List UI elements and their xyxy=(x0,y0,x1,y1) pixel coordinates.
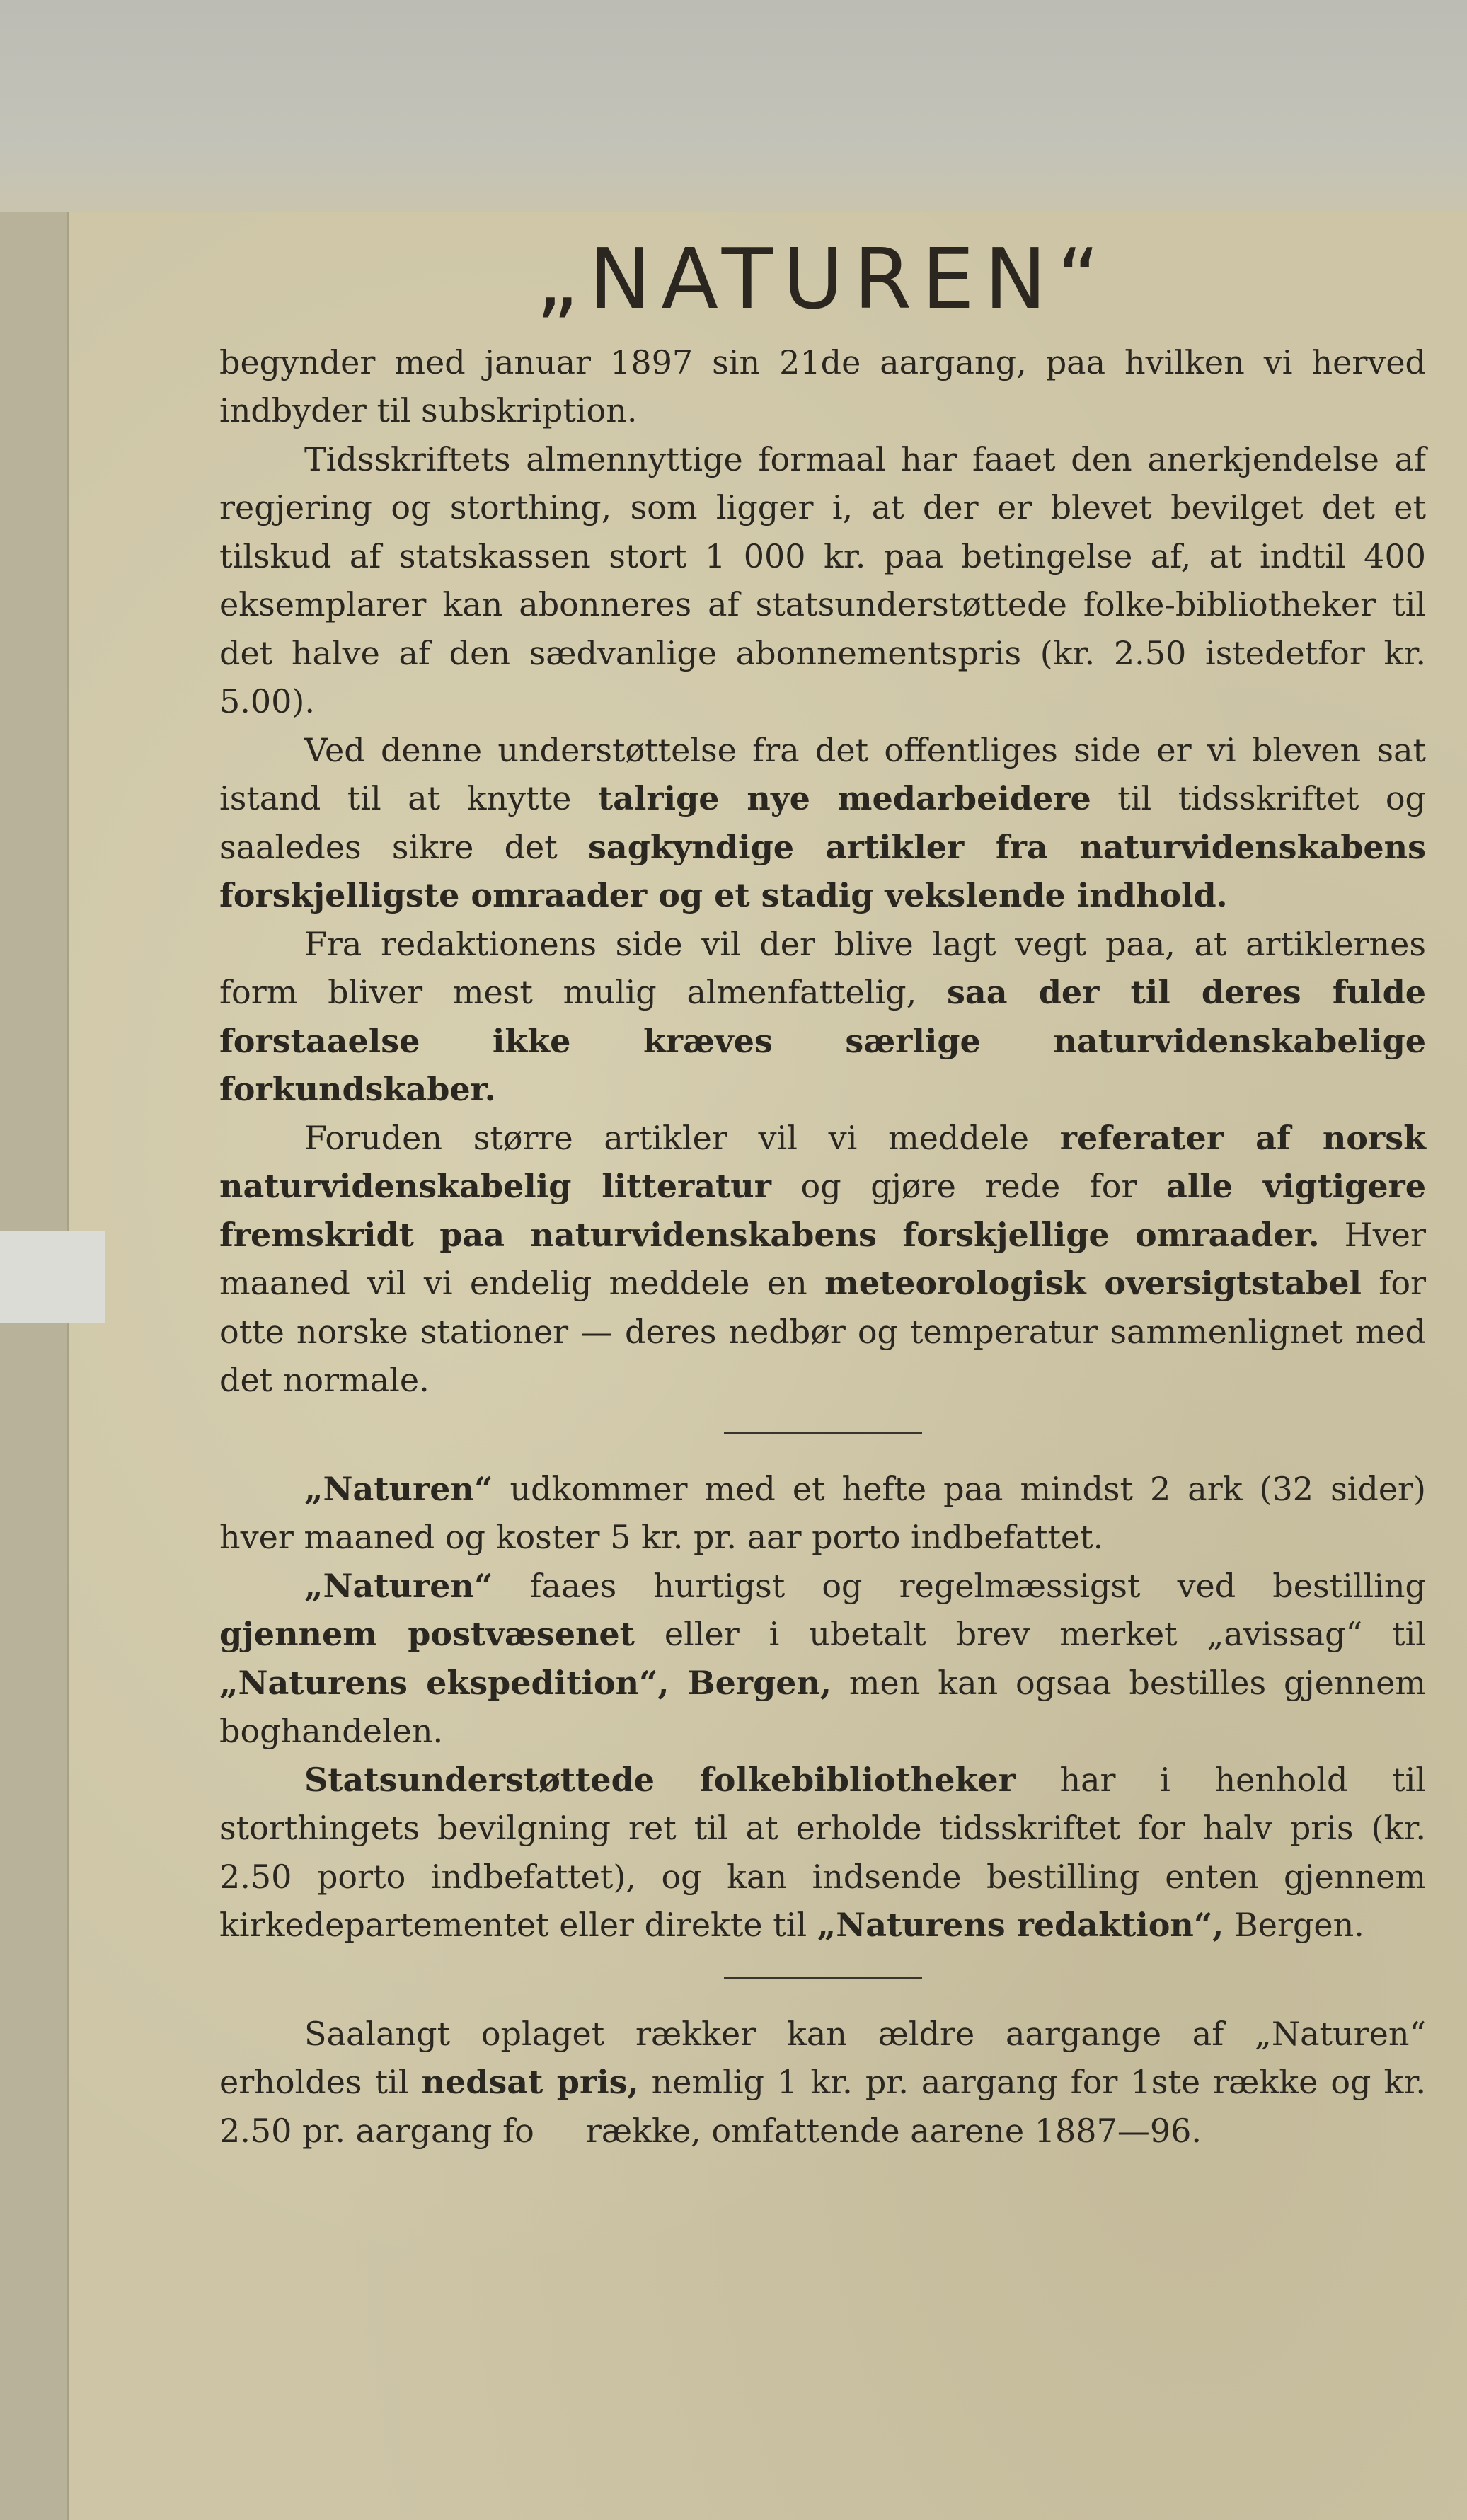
divider-rule xyxy=(724,1432,922,1434)
bold-text: sagkyndige artikler fra naturvidenskabens forskjelligste omraader og et stadig vekslende indhold. xyxy=(219,827,1426,915)
paragraph-subscription xyxy=(219,1465,1426,1562)
text-run: for otte norske stationer — deres nedbør og temperatur sammenlignet med det normale. xyxy=(219,1264,1427,1400)
paragraph-content xyxy=(219,1114,1426,1405)
paragraph-back-issues xyxy=(219,2010,1426,2156)
text-run: Foruden større artikler vil vi meddele xyxy=(304,1118,1060,1157)
bold-text: gjennem postvæsenet xyxy=(219,1615,635,1654)
text-run: har i henhold til storthingets bevilgning ret til at erholde tidsskriftet for halv pris (kr. 2.50 porto indbefattet), og kan indsende bestilling enten gjennem kirkedepartementet eller direkte til xyxy=(219,1760,1427,1945)
bold-text: „Naturens redaktion“, xyxy=(817,1906,1224,1945)
bold-text: saa der til deres fulde forstaaelse ikke kræves særlige naturvidenskabelige forkundskaber. xyxy=(219,973,1427,1109)
text-run: faaes hurtigst og regelmæssigst ved bestilling xyxy=(493,1566,1426,1605)
bold-text: nedsat pris, xyxy=(421,2063,639,2102)
text-run: til tidsskriftet og saaledes sikre det xyxy=(219,779,1426,866)
paragraph-contributors xyxy=(219,726,1426,920)
paragraph-libraries xyxy=(219,1756,1426,1950)
bold-text: „Naturens ekspedition“, Bergen, xyxy=(219,1663,832,1702)
page-title: „NATUREN“ xyxy=(535,230,1110,328)
text-run: Saalangt oplaget rækker kan ældre aargange af „Naturen“ erholdes til xyxy=(219,2014,1426,2102)
bold-text: meteorologisk oversigtstabel xyxy=(824,1264,1362,1303)
text-run: Bergen. xyxy=(1224,1906,1364,1945)
paragraph-funding: Tidsskriftets almennyttige formaal har faaet den anerkjendelse af regjering og storthing, som ligger i, at der er blevet bevilget det et tilskud af statskassen stort 1 000 kr. paa betingelse af, at indtil 400 eksemplarer kan abonneres af statsunderstøttede folke-bibliotheker til det halve af den sædvanlige abonnementspris (kr. 2.50 istedetfor kr. 5.00). xyxy=(219,439,1426,721)
paragraph-ordering xyxy=(219,1562,1426,1756)
text-run: nemlig 1 kr. pr. aargang for 1ste række og kr. 2.50 pr. aargang fo xyxy=(219,2063,1426,2150)
text-run: og gjøre rede for xyxy=(771,1167,1167,1206)
text-run: Hver maaned vil vi endelig meddele en xyxy=(219,1215,1426,1303)
bold-text: Statsunderstøttede folkebibliotheker xyxy=(304,1760,1016,1799)
text-run: Fra redaktionens side vil der blive lagt vegt paa, at artiklernes form bliver mest mulig almenfattelig, xyxy=(219,924,1426,1012)
document-body xyxy=(219,230,1427,2155)
divider-rule xyxy=(724,1977,922,1979)
text-run: række, omfattende aarene 1887—96. xyxy=(585,2111,1202,2150)
text-run: udkommer med et hefte paa mindst 2 ark (32 sider) hver maaned og koster 5 kr. pr. aar porto indbefattet. xyxy=(219,1469,1426,1557)
text-run: eller i ubetalt brev merket „avissag“ til xyxy=(634,1615,1426,1654)
page-left-margin xyxy=(0,212,67,2520)
bold-text: „Naturen“ xyxy=(304,1566,493,1605)
bold-text: „Naturen“ xyxy=(304,1469,493,1508)
paragraph-intro: begynder med januar 1897 sin 21de aargang, paa hvilken vi herved indbyder til subskription. xyxy=(219,343,1426,430)
paragraph-editorial xyxy=(219,920,1426,1114)
text-run: men kan ogsaa bestilles gjennem boghandelen. xyxy=(219,1663,1426,1751)
paper-tear xyxy=(0,1231,105,1323)
scan-background xyxy=(0,0,1467,212)
bold-text: alle vigtigere fremskridt paa naturvidenskabens forskjellige omraader. xyxy=(219,1167,1426,1254)
bold-text: talrige nye medarbeidere xyxy=(597,779,1091,818)
text-run: Ved denne understøttelse fra det offentliges side er vi bleven sat istand til at knytte xyxy=(219,730,1426,818)
bold-text: referater af norsk naturvidenskabelig litteratur xyxy=(219,1118,1426,1206)
